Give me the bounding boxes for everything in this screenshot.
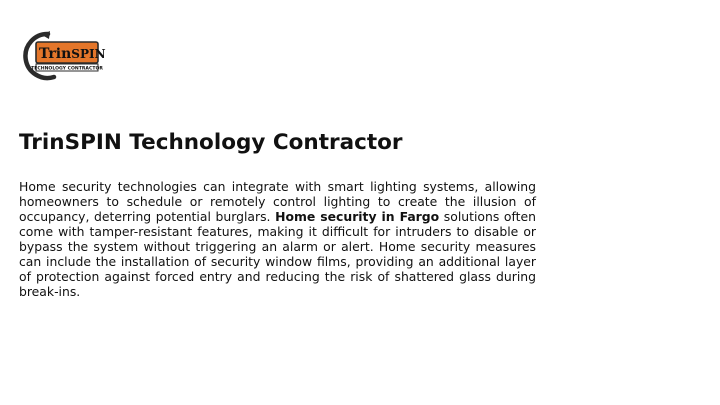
- home-security-fargo-link[interactable]: Home security in Fargo: [275, 209, 440, 224]
- article-paragraph: [19, 179, 536, 299]
- page-title: TrinSPIN Technology Contractor: [19, 130, 403, 155]
- logo-tagline: TECHNOLOGY CONTRACTOR: [31, 66, 103, 72]
- paragraph-text-before: Home security technologies can integrate with smart lighting systems, allowing homeowners to schedule or remotely control lighting to create the illusion of occupancy, deterring potential burglars.: [19, 179, 536, 224]
- paragraph-text-after: solutions often come with tamper-resistant features, making it difficult for intruders to disable or bypass the system without triggering an alarm or alert. Home security measures can include the installation of security window films, providing an additional layer of protection against forced entry and reducing the risk of shattered glass during break-ins.: [19, 209, 536, 299]
- trinspin-logo-icon: [22, 28, 108, 86]
- logo-brand-text: TrinSPIN: [39, 46, 106, 62]
- brand-logo: [22, 28, 108, 86]
